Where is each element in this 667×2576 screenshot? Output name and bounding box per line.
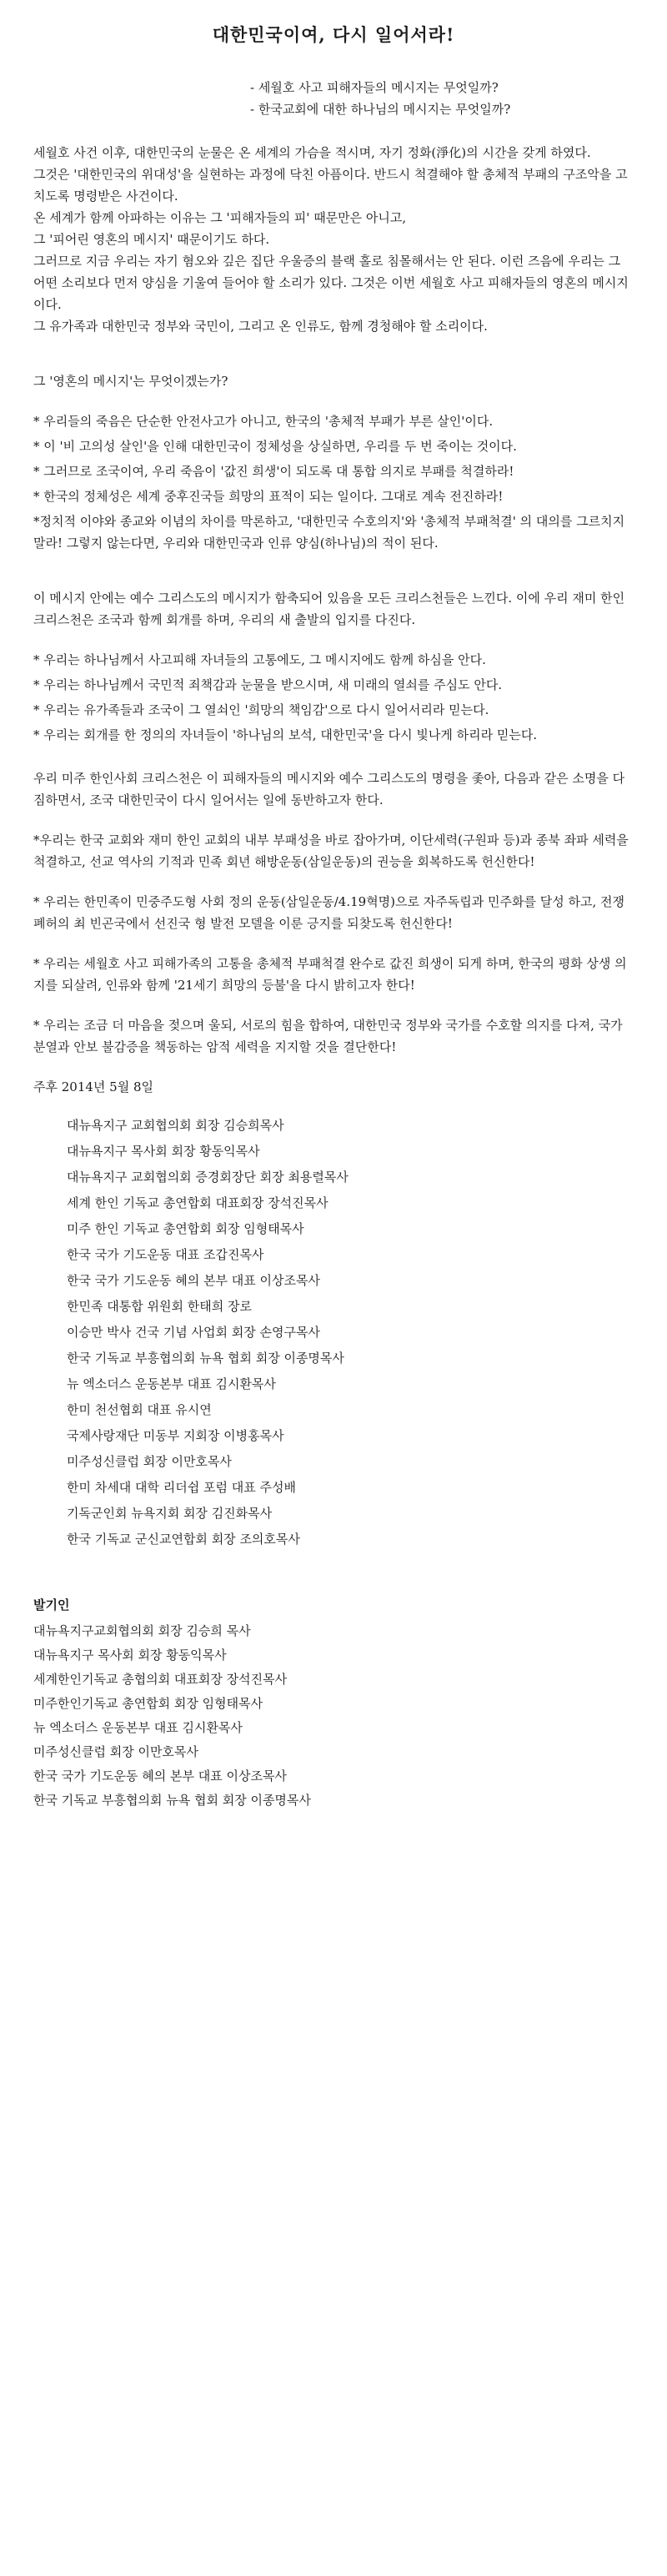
sponsor-item: 대뉴욕지구교회협의회 회장 김승희 목사 — [33, 1623, 251, 1638]
sponsor-item: 세계한인기독교 총협의회 대표회장 장석진목사 — [33, 1672, 288, 1687]
signer-item: 대뉴욕지구 교회협의회 증경회장단 회장 최용렬목사 — [67, 1170, 349, 1185]
list-item: * 한국의 정체성은 세계 중후진국들 희망의 표적이 되는 일이다. 그대로 계속 전진하라! — [33, 489, 504, 504]
pledge-paragraph: * 우리는 세월호 사고 피해가족의 고통을 총체적 부패척결 완수로 값진 희생이 되게 하며, 한국의 평화 상생 의지를 되살려, 인류와 함께 '21세기 희망의 등불'을 다시 밝히고자 한다! — [33, 956, 627, 993]
signer-item: 세계 한인 기독교 총연합회 대표회장 장석진목사 — [67, 1195, 328, 1210]
pledge-paragraph: *우리는 한국 교회와 재미 한인 교회의 내부 부패성을 바로 잡아가며, 이단세력(구원파 등)과 종북 좌파 세력을 척결하고, 선교 역사의 기적과 민족 회년 해방운동(삼일운동)의 권능을 회복하도록 헌신한다! — [33, 833, 629, 869]
signer-item: 뉴 엑소더스 운동본부 대표 김시환목사 — [67, 1376, 276, 1391]
sponsor-item: 미주성신클럽 회장 이만호목사 — [33, 1744, 198, 1759]
pledge-paragraph: * 우리는 조금 더 마음을 젖으며 울되, 서로의 힘을 합하여, 대한민국 정부와 국가를 수호할 의지를 다져, 국가분열과 안보 불감증을 책동하는 암적 세력을 지지할 것을 결단한다! — [33, 1018, 623, 1054]
list-item: *정치적 이야와 종교와 이념의 차이를 막론하고, '대한민국 수호의지'와 '총체적 부패척결' 의 대의를 그르치지 말라! 그렇지 않는다면, 우리와 대한민국과 인류 양심(하나님)의 적이 된다. — [33, 514, 625, 551]
signer-list — [67, 1113, 634, 1552]
list-item: * 우리는 회개를 한 정의의 자녀들이 '하나님의 보석, 대한민국'을 다시 빛나게 하리라 믿는다. — [33, 727, 538, 742]
signer-item: 한국 기독교 부흥협의회 뉴욕 협회 회장 이종명목사 — [67, 1351, 344, 1366]
list-item: * 우리들의 죽음은 단순한 안전사고가 아니고, 한국의 '총체적 부패가 부른 살인'이다. — [33, 414, 494, 429]
list-item: * 우리는 유가족들과 조국이 그 열쇠인 '희망의 책임감'으로 다시 일어서리라 믿는다. — [33, 702, 489, 717]
signer-item: 기독군인회 뉴욕지회 회장 김진화목사 — [67, 1506, 273, 1521]
pledge-paragraph: * 우리는 한민족이 민중주도형 사회 정의 운동(삼일운동/4.19혁명)으로 자주독립과 민주화를 달성 하고, 전쟁폐허의 최 빈곤국에서 선진국 형 발전 모델을 이룬 긍지를 되찾도록 헌신한다! — [33, 894, 624, 931]
christ-intro-paragraph: 이 메시지 안에는 예수 그리스도의 메시지가 함축되어 있음을 모든 크리스천들은 느낀다. 이에 우리 재미 한인 크리스천은 조국과 함께 회개를 하며, 우리의 새 출발의 입지를 다진다. — [33, 591, 625, 627]
list-item: * 우리는 하나님께서 사고피해 자녀들의 고통에도, 그 메시지에도 함께 하심을 안다. — [33, 652, 486, 667]
signer-item: 한미 차세대 대학 리더쉽 포럼 대표 주성배 — [67, 1480, 296, 1495]
signer-item: 미주성신클럽 회장 이만호목사 — [67, 1454, 232, 1469]
list-item: * 우리는 하나님께서 국민적 죄책감과 눈물을 받으시며, 새 미래의 열쇠를 주심도 안다. — [33, 677, 503, 692]
signer-item: 한국 국가 기도운동 혜의 본부 대표 이상조목사 — [67, 1273, 320, 1288]
signer-item: 대뉴욕지구 목사회 회장 황동익목사 — [67, 1144, 260, 1159]
soul-message-list — [33, 410, 634, 554]
signer-item: 국제사랑재단 미동부 지회장 이병홍목사 — [67, 1428, 284, 1443]
signer-item: 한민족 대통합 위원회 한태희 장로 — [67, 1299, 252, 1314]
sponsor-list — [33, 1619, 634, 1813]
sponsor-item: 한국 국가 기도운동 혜의 본부 대표 이상조목사 — [33, 1768, 287, 1784]
subtitle-block — [250, 77, 510, 120]
belief-list — [33, 649, 634, 746]
sponsor-heading: 발기인 — [33, 1597, 70, 1613]
sponsor-item: 미주한인기독교 총연합회 회장 임형태목사 — [33, 1696, 263, 1711]
page-title: 대한민국이여, 다시 일어서라! — [212, 24, 455, 45]
signer-item: 이승만 박사 건국 기념 사업회 회장 손영구목사 — [67, 1325, 320, 1340]
sponsor-item: 대뉴욕지구 목사회 회장 황동익목사 — [33, 1648, 227, 1663]
question-line: 그 '영혼의 메시지'는 무엇이겠는가? — [33, 374, 228, 389]
subtitle-line: - 한국교회에 대한 하나님의 메시지는 무엇일까? — [250, 102, 511, 117]
subtitle-line: - 세월호 사고 피해자들의 메시지는 무엇일까? — [250, 80, 499, 95]
pledge-intro-paragraph: 우리 미주 한인사회 크리스천은 이 피해자들의 메시지와 예수 그리스도의 명령을 좇아, 다음과 같은 소명을 다짐하면서, 조국 대한민국이 다시 일어서는 일에 동반하고자 한다. — [33, 771, 625, 808]
signer-item: 한미 천선협회 대표 유시연 — [67, 1402, 212, 1417]
signer-item: 한국 기독교 군신교연합회 회장 조의호목사 — [67, 1532, 300, 1547]
list-item: * 이 '비 고의성 살인'을 인해 대한민국이 정체성을 상실하면, 우리를 두 번 죽이는 것이다. — [33, 439, 517, 454]
document-date: 주후 2014년 5월 8일 — [33, 1079, 154, 1094]
signer-item: 미주 한인 기독교 총연합회 회장 임형태목사 — [67, 1221, 304, 1236]
sponsor-item: 한국 기독교 부흥협의회 뉴욕 협회 회장 이종명목사 — [33, 1793, 311, 1808]
document-body — [33, 142, 634, 1813]
signer-item: 대뉴욕지구 교회협의회 회장 김승희목사 — [67, 1118, 284, 1133]
list-item: * 그러므로 조국이여, 우리 죽음이 '값진 희생'이 되도록 대 통합 의지로 부패를 척결하라! — [33, 464, 514, 479]
intro-paragraph: 세월호 사건 이후, 대한민국의 눈물은 온 세계의 가슴을 적시며, 자기 정화(淨化)의 시간을 갖게 하였다. 그것은 '대한민국의 위대성'을 실현하는 과정에 닥친 아픔이다. 반드시 척결해야 할 총체적 부패의 구조악을 고치도록 명령받은 사건이다. 온 세계가 함께 아파하는 이유는 그 '피해자들의 피' 때문만은 아니고, 그 '피어린 영혼의 메시지' 때문이기도 하다. 그러므로 지금 우리는 자기 혐오와 깊은 집단 우울증의 블랙 홀로 침몰해서는 안 된다. 이런 즈음에 우리는 그 어떤 소리보다 먼저 양심을 기울여 들어야 할 소리가 있다. 그것은 이번 세월호 사고 피해자들의 영혼의 메시지이다. 그 유가족과 대한민국 정부와 국민이, 그리고 온 인류도, 함께 경청해야 할 소리이다. — [33, 145, 629, 334]
signer-item: 한국 국가 기도운동 대표 조갑진목사 — [67, 1247, 264, 1262]
sponsor-item: 뉴 엑소더스 운동본부 대표 김시환목사 — [33, 1720, 243, 1735]
